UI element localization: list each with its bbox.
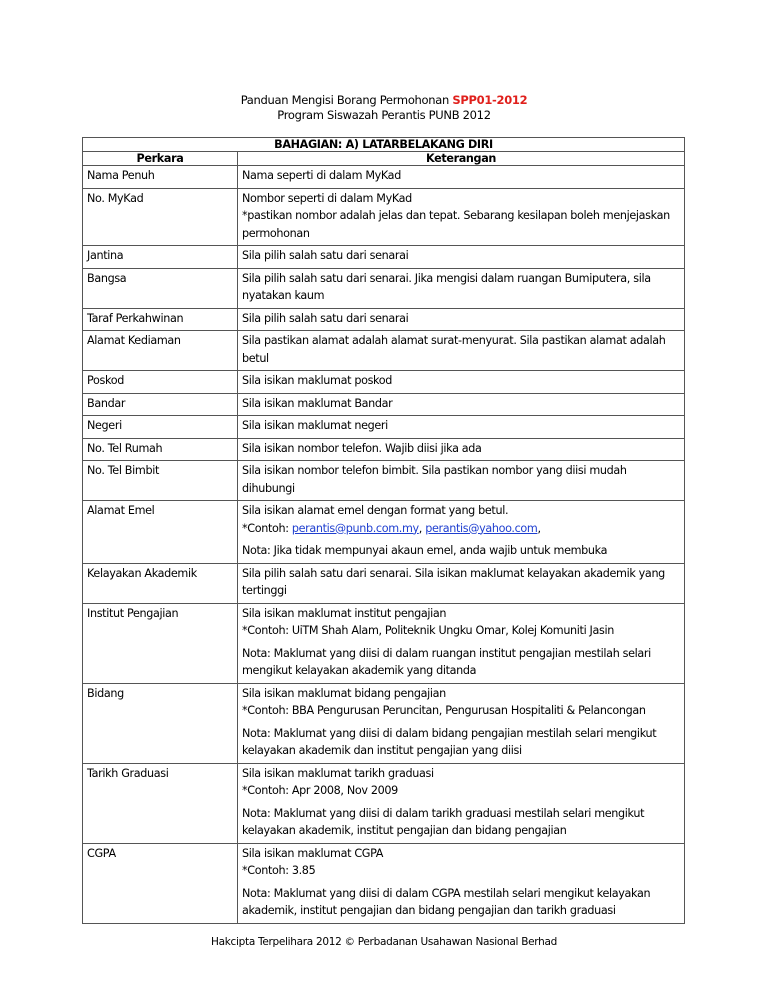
row-label: Alamat Kediaman xyxy=(83,331,238,371)
description-line: Sila isikan maklumat tarikh graduasi xyxy=(242,766,434,780)
description-line: Sila isikan nombor telefon bimbit. Sila pastikan nombor yang diisi mudah dihubungi xyxy=(242,464,627,495)
row-label: Negeri xyxy=(83,416,238,439)
row-label: No. MyKad xyxy=(83,188,238,246)
row-description xyxy=(238,188,685,246)
table-row xyxy=(83,763,685,843)
row-description xyxy=(238,501,685,564)
row-description xyxy=(238,416,685,439)
row-description xyxy=(238,843,685,923)
row-description xyxy=(238,393,685,416)
row-label: Institut Pengajian xyxy=(83,603,238,683)
section-title: BAHAGIAN: A) LATARBELAKANG DIRI xyxy=(83,138,685,152)
table-row xyxy=(83,308,685,331)
table-row xyxy=(83,166,685,189)
table-row xyxy=(83,438,685,461)
note-text: Nota: Maklumat yang diisi di dalam CGPA mestilah selari mengikut kelayakan akademik, institut pengajian dan bidang pengajian dan tarikh graduasi xyxy=(242,886,651,917)
row-description xyxy=(238,763,685,843)
table-row xyxy=(83,563,685,603)
table-row xyxy=(83,416,685,439)
row-label: Tarikh Graduasi xyxy=(83,763,238,843)
guide-table xyxy=(82,137,685,924)
row-description xyxy=(238,603,685,683)
table-row xyxy=(83,188,685,246)
row-description xyxy=(238,438,685,461)
row-description xyxy=(238,683,685,763)
row-label: No. Tel Rumah xyxy=(83,438,238,461)
title-prefix: Panduan Mengisi Borang Permohonan xyxy=(240,93,450,107)
description-line: *pastikan nombor adalah jelas dan tepat. Sebarang kesilapan boleh menjejaskan permohonan xyxy=(242,209,670,240)
row-label: Bandar xyxy=(83,393,238,416)
row-label: Bangsa xyxy=(83,268,238,308)
description-line: Sila pilih salah satu dari senarai xyxy=(242,249,409,262)
row-description xyxy=(238,308,685,331)
row-description xyxy=(238,331,685,371)
description-line: *Contoh: Apr 2008, Nov 2009 xyxy=(242,784,398,797)
table-row xyxy=(83,603,685,683)
row-description xyxy=(238,166,685,189)
description-line: Sila isikan maklumat negeri xyxy=(242,419,388,432)
row-label: Nama Penuh xyxy=(83,166,238,189)
description-line: Sila isikan maklumat Bandar xyxy=(242,396,393,410)
example-prefix: *Contoh: xyxy=(242,521,292,535)
note-text: Nota: Maklumat yang diisi di dalam tarikh graduasi mestilah selari mengikut kelayakan akademik, institut pengajian dan bidang pengajian xyxy=(242,806,645,837)
table-row xyxy=(83,683,685,763)
row-description xyxy=(238,371,685,394)
description-line: Sila isikan maklumat bidang pengajian xyxy=(242,686,446,700)
email-link[interactable]: perantis@punb.com.my xyxy=(291,521,419,535)
description-line: *Contoh: UiTM Shah Alam, Politeknik Ungku Omar, Kolej Komuniti Jasin xyxy=(242,624,614,637)
document-title xyxy=(0,93,768,107)
description-line: Sila isikan maklumat poskod xyxy=(242,374,393,387)
row-label: Jantina xyxy=(83,246,238,269)
table-body xyxy=(83,166,685,924)
table-row xyxy=(83,331,685,371)
description-line: Sila pilih salah satu dari senarai xyxy=(242,311,409,325)
note-text: Nota: Maklumat yang diisi di dalam bidang pengajian mestilah selari mengikut kelayakan akademik dan institut pengajian yang diisi xyxy=(242,726,657,757)
table-row xyxy=(83,843,685,923)
row-description xyxy=(238,246,685,269)
description-line: Sila isikan maklumat institut pengajian xyxy=(242,606,447,620)
row-label: Poskod xyxy=(83,371,238,394)
email-link[interactable]: perantis@yahoo.com xyxy=(425,521,538,535)
form-code: SPP01-2012 xyxy=(452,93,528,107)
row-description xyxy=(238,268,685,308)
column-header-description: Keterangan xyxy=(238,152,685,166)
row-description xyxy=(238,461,685,501)
row-label: Taraf Perkahwinan xyxy=(83,308,238,331)
description-line: Sila pastikan alamat adalah alamat surat-menyurat. Sila pastikan alamat adalah betul xyxy=(242,334,666,365)
row-label: Alamat Emel xyxy=(83,501,238,564)
description-line: Nombor seperti di dalam MyKad xyxy=(242,191,412,205)
row-label: Kelayakan Akademik xyxy=(83,563,238,603)
table-row xyxy=(83,501,685,564)
description-line: Sila pilih salah satu dari senarai. Sila isikan maklumat kelayakan akademik yang tertinggi xyxy=(242,566,665,597)
description-line: Sila isikan nombor telefon. Wajib diisi jika ada xyxy=(242,441,482,455)
row-label: CGPA xyxy=(83,843,238,923)
footer-copyright: Hakcipta Terpelihara 2012 © Perbadanan Usahawan Nasional Berhad xyxy=(211,936,557,948)
description-line: Sila isikan alamat emel dengan format yang betul. xyxy=(242,504,509,517)
description-line: *Contoh: BBA Pengurusan Peruncitan, Pengurusan Hospitaliti & Pelancongan xyxy=(242,704,646,717)
table-row xyxy=(83,393,685,416)
description-line: Sila pilih salah satu dari senarai. Jika mengisi dalam ruangan Bumiputera, sila nyatakan kaum xyxy=(242,271,651,302)
note-text: Nota: Maklumat yang diisi di dalam ruangan institut pengajian mestilah selari mengikut kelayakan akademik yang ditanda xyxy=(242,646,651,677)
description-line: Nama seperti di dalam MyKad xyxy=(242,169,401,182)
table-row xyxy=(83,461,685,501)
description-line: Sila isikan maklumat CGPA xyxy=(242,846,384,860)
row-description xyxy=(238,563,685,603)
row-label: No. Tel Bimbit xyxy=(83,461,238,501)
document-subtitle: Program Siswazah Perantis PUNB 2012 xyxy=(277,108,491,122)
table-row xyxy=(83,371,685,394)
note-text: Nota: Jika tidak mempunyai akaun emel, anda wajib untuk membuka xyxy=(242,544,608,557)
table-row xyxy=(83,246,685,269)
table-row xyxy=(83,268,685,308)
column-header-item: Perkara xyxy=(83,152,238,166)
example-line: *Contoh: perantis@punb.com.my, perantis@yahoo.com, xyxy=(242,521,541,535)
description-line: *Contoh: 3.85 xyxy=(242,864,316,877)
row-label: Bidang xyxy=(83,683,238,763)
